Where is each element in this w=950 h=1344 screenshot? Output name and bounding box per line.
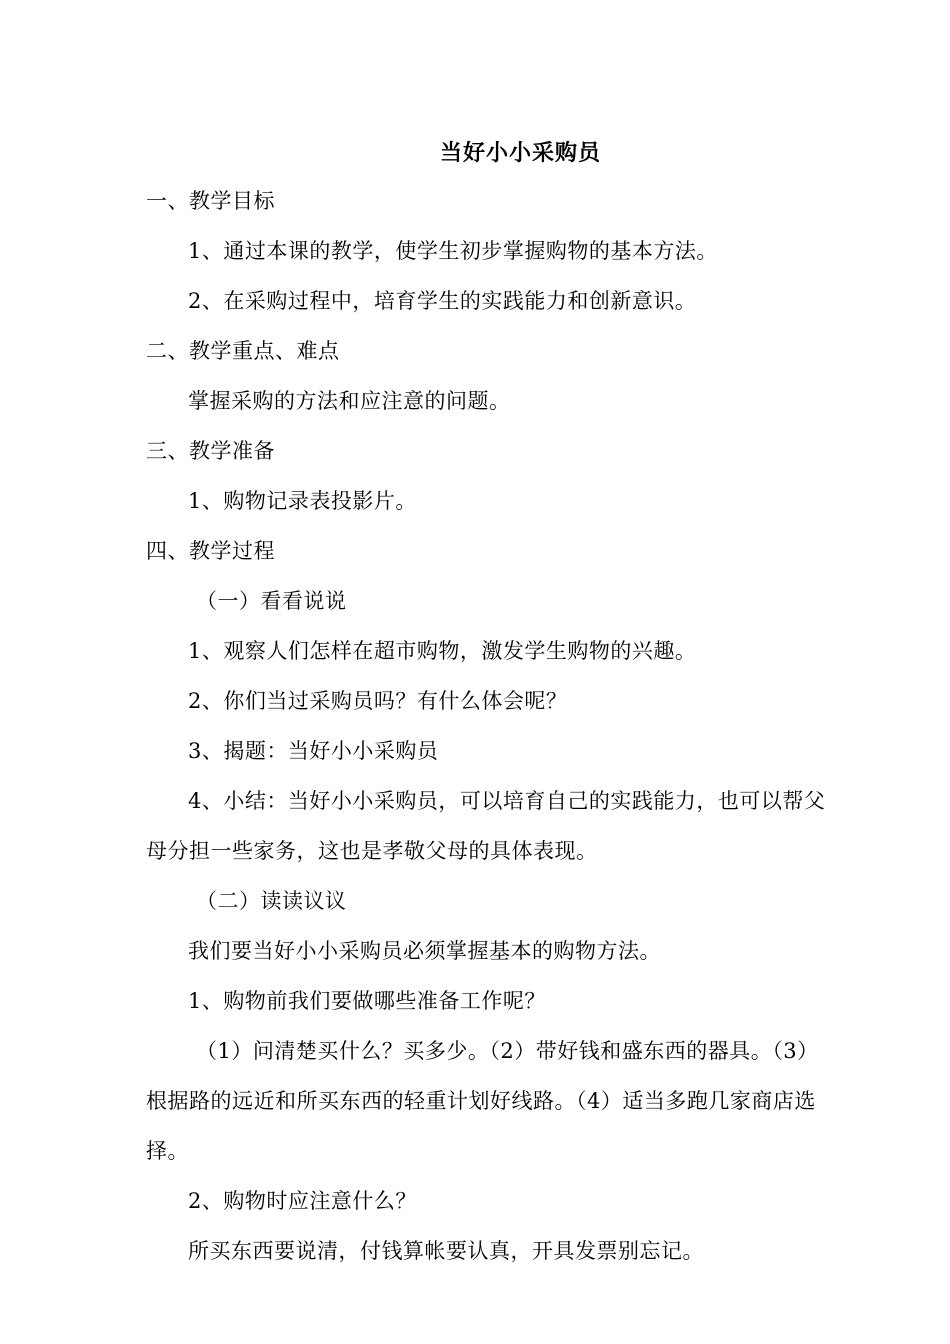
subsection-heading-look-talk: （一）看看说说 <box>196 589 347 613</box>
question-2: 2、购物时应注意什么？ <box>188 1189 417 1213</box>
goal-item-1: 1、通过本课的教学，使学生初步掌握购物的基本方法。 <box>188 239 718 263</box>
process-item-3: 3、揭题：当好小小采购员 <box>188 739 439 763</box>
answer-1-line-1: （1）问清楚买什么？买多少。（2）带好钱和盛东西的器具。（3） <box>196 1039 819 1063</box>
document-title: 当好小小采购员 <box>440 140 602 166</box>
summary-line-1: 4、小结：当好小小采购员，可以培育自己的实践能力，也可以帮父 <box>188 789 826 813</box>
section-heading-process: 四、教学过程 <box>146 539 275 563</box>
summary-line-2: 母分担一些家务，这也是孝敬父母的具体表现。 <box>146 839 598 863</box>
answer-2: 所买东西要说清，付钱算帐要认真，开具发票别忘记。 <box>188 1239 704 1263</box>
question-1: 1、购物前我们要做哪些准备工作呢？ <box>188 989 546 1013</box>
section-heading-key-points: 二、教学重点、难点 <box>146 339 340 363</box>
section-heading-preparation: 三、教学准备 <box>146 439 275 463</box>
key-points-text: 掌握采购的方法和应注意的问题。 <box>188 389 511 413</box>
read-discuss-intro: 我们要当好小小采购员必须掌握基本的购物方法。 <box>188 939 661 963</box>
process-item-1: 1、观察人们怎样在超市购物，激发学生购物的兴趣。 <box>188 639 697 663</box>
process-item-2: 2、你们当过采购员吗？有什么体会呢？ <box>188 689 568 713</box>
goal-item-2: 2、在采购过程中，培育学生的实践能力和创新意识。 <box>188 289 697 313</box>
preparation-item-1: 1、购物记录表投影片。 <box>188 489 417 513</box>
answer-1-line-2: 根据路的远近和所买东西的轻重计划好线路。（4）适当多跑几家商店选 <box>146 1089 816 1113</box>
section-heading-goals: 一、教学目标 <box>146 189 275 213</box>
answer-1-line-3: 择。 <box>146 1139 189 1163</box>
subsection-heading-read-discuss: （二）读读议议 <box>196 889 347 913</box>
